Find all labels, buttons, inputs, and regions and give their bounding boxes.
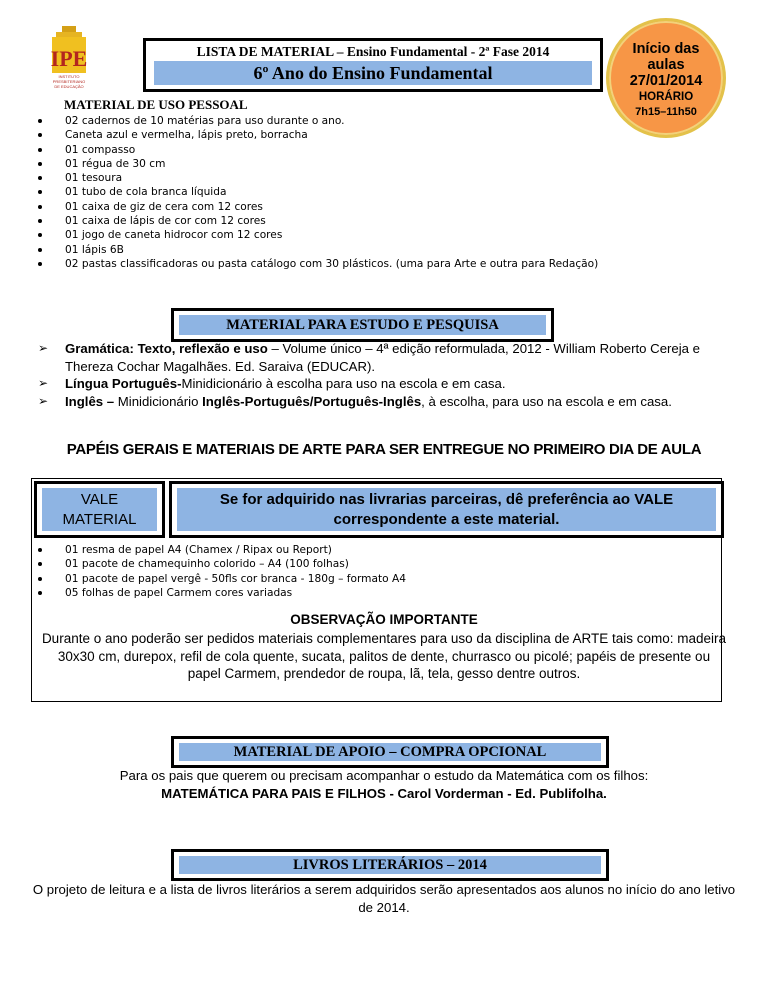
vale-material-label: VALE MATERIAL xyxy=(34,481,165,538)
list-item: 01 tubo de cola branca líquida xyxy=(36,185,736,199)
header-subtitle: 6º Ano do Ensino Fundamental xyxy=(154,61,592,85)
livros-text: O projeto de leitura e a lista de livros literários a serem adquiridos serão apresentados aos alunos no início do ano letivo de 2014. xyxy=(32,882,736,915)
arrow-bullet-icon: ➢ xyxy=(38,393,49,408)
badge-line-1: Início das xyxy=(632,41,700,57)
arrow-bullet-icon: ➢ xyxy=(38,341,49,355)
logo-letters: IPE xyxy=(50,46,88,71)
list-item: 01 jogo de caneta hidrocor com 12 cores xyxy=(36,228,736,242)
list-item: ➢ Gramática: Texto, reflexão e uso – Volume único – 4ª edição reformulada, 2012 - William Roberto Cereja e Thereza Cochar Magalhães. Ed. Saraiva (EDUCAR). xyxy=(38,341,701,374)
list-item: 01 caixa de lápis de cor com 12 cores xyxy=(36,214,736,228)
apoio-book: MATEMÁTICA PARA PAIS E FILHOS - Carol Vorderman - Ed. Publifolha. xyxy=(161,786,607,801)
observation-title: OBSERVAÇÃO IMPORTANTE xyxy=(290,612,478,627)
observation-text: Durante o ano poderão ser pedidos materiais complementares para uso da disciplina de ARTE tais como: madeira 30x30 cm, durepox, refil de cola quente, sucata, palitos de dente, churrasco ou picolé; papéis de presente ou papel Carmem, prendedor de roupa, lã, tela, gesso dentre outros. xyxy=(41,631,727,681)
list-item: 05 folhas de papel Carmem cores variadas xyxy=(36,586,706,600)
section-title-estudo: MATERIAL PARA ESTUDO E PESQUISA xyxy=(171,308,554,342)
list-item: ➢ Língua Português-Minidicionário à escolha para uso na escola e em casa. xyxy=(38,376,506,391)
list-item: 01 régua de 30 cm xyxy=(36,157,736,171)
list-item: 01 pacote de chamequinho colorido – A4 (100 folhas) xyxy=(36,557,706,571)
vale-note: Se for adquirido nas livrarias parceiras, dê preferência ao VALE correspondente a este material. xyxy=(169,481,724,538)
header-box xyxy=(143,38,603,92)
list-item: 02 pastas classificadoras ou pasta catálogo com 30 plásticos. (uma para Arte e outra para Redação) xyxy=(36,257,736,271)
list-item: 02 cadernos de 10 matérias para uso durante o ano. xyxy=(36,114,736,128)
badge-line-2: aulas xyxy=(647,57,685,73)
list-item: ➢ Inglês – Minidicionário Inglês-Português/Português-Inglês, à escolha, para uso na escola e em casa. xyxy=(38,393,672,409)
arrow-bullet-icon: ➢ xyxy=(38,376,49,390)
list-item: 01 caixa de giz de cera com 12 cores xyxy=(36,200,736,214)
apoio-text: Para os pais que querem ou precisam acompanhar o estudo da Matemática com os filhos: MATEMÁTICA PARA PAIS E FILHOS - Carol Vorderman - Ed. Publifolha. xyxy=(0,767,768,803)
list-item: Caneta azul e vermelha, lápis preto, borracha xyxy=(36,128,736,142)
section-title-apoio: MATERIAL DE APOIO – COMPRA OPCIONAL xyxy=(171,736,609,768)
logo-caption: INSTITUTO PRESBITERIANO DE EDUCAÇÃO xyxy=(52,74,86,89)
list-item: 01 lápis 6B xyxy=(36,243,736,257)
list-item: 01 resma de papel A4 (Chamex / Ripax ou Report) xyxy=(36,543,706,557)
section-title-livros: LIVROS LITERÁRIOS – 2014 xyxy=(171,849,609,881)
badge-date: 27/01/2014 xyxy=(629,73,703,89)
list-item: 01 compasso xyxy=(36,143,736,157)
list-pessoal xyxy=(36,114,736,271)
list-estudo xyxy=(36,340,736,410)
list-papeis xyxy=(36,543,706,600)
badge-horario: 7h15–11h50 xyxy=(635,106,697,118)
list-item: 01 pacote de papel vergê - 50fls cor branca - 180g – formato A4 xyxy=(36,572,706,586)
logo-emblem-icon xyxy=(48,26,90,76)
badge-horario-label: HORÁRIO xyxy=(638,91,694,103)
section-title-pessoal: MATERIAL DE USO PESSOAL xyxy=(64,97,248,112)
header-title: LISTA DE MATERIAL – Ensino Fundamental - 2ª Fase 2014 xyxy=(196,44,550,59)
list-item: 01 tesoura xyxy=(36,171,736,185)
section-title-papeis: PAPÉIS GERAIS E MATERIAIS DE ARTE PARA SER ENTREGUE NO PRIMEIRO DIA DE AULA xyxy=(66,441,702,458)
